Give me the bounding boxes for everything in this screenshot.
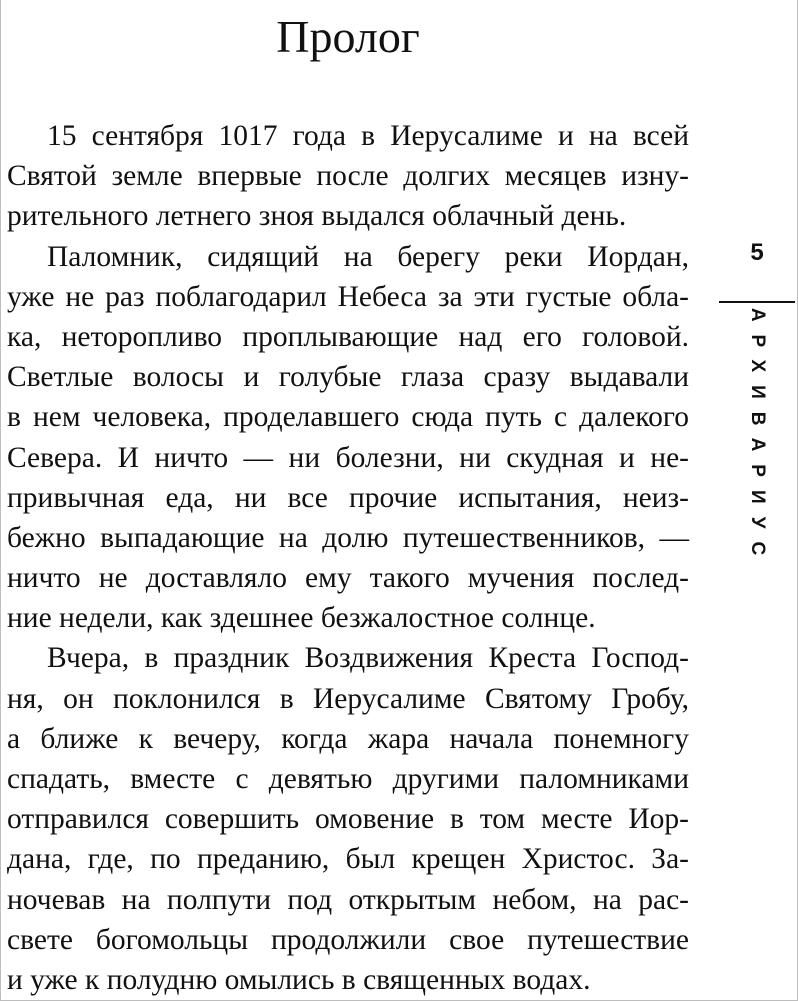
text-line: Святой земле впервые после долгих месяцев изну- xyxy=(7,160,689,193)
text-line: свете богомольцы продолжили свое путешествие xyxy=(7,923,689,956)
text-line: Вчера, в праздник Воздвижения Креста Господ- xyxy=(47,642,689,675)
text-line: бежно выпадающие на долю путешественников, — xyxy=(7,521,689,554)
text-line: ня, он поклонился в Иерусалиме Святому Гробу, xyxy=(7,682,689,715)
text-line: а ближе к вечеру, когда жара начала понемногу xyxy=(7,722,689,755)
text-line: уже не раз поблагодарил Небеса за эти густые обла- xyxy=(7,280,689,313)
body-text xyxy=(7,116,689,1000)
margin-divider xyxy=(719,301,795,303)
text-line: в нем человека, проделавшего сюда путь с далекого xyxy=(7,401,689,434)
text-line: привычная еда, ни все прочие испытания, неиз- xyxy=(7,481,689,514)
text-line: ка, неторопливо проплывающие над его головой. xyxy=(7,320,689,353)
text-line: Светлые волосы и голубые глаза сразу выдавали xyxy=(7,361,689,394)
text-line: и уже к полудню омылись в священных водах. xyxy=(7,963,591,996)
text-line: ние недели, как здешнее безжалостное солнце. xyxy=(7,602,596,635)
text-line: ничто не доставляло ему такого мучения послед- xyxy=(7,562,689,595)
text-line: дана, где, по преданию, был крещен Христос. За- xyxy=(7,843,689,876)
text-line: отправился совершить омовение в том месте Иор- xyxy=(7,803,689,836)
text-line: Паломник, сидящий на берегу реки Иордан, xyxy=(47,240,689,273)
text-line: 15 сентября 1017 года в Иерусалиме и на всей xyxy=(47,120,689,152)
running-head: АРХИВАРИУС xyxy=(747,307,768,569)
text-line: рительного летнего зноя выдался облачный день. xyxy=(7,200,627,233)
text-line: спадать, вместе с девятью другими паломниками xyxy=(7,763,689,795)
text-line: Севера. И ничто — ни болезни, ни скудная и не- xyxy=(7,441,689,474)
chapter-title: Пролог xyxy=(276,11,420,62)
page-number: 5 xyxy=(750,239,764,266)
text-line: ночевав на полпути под открытым небом, на рас- xyxy=(7,883,689,916)
